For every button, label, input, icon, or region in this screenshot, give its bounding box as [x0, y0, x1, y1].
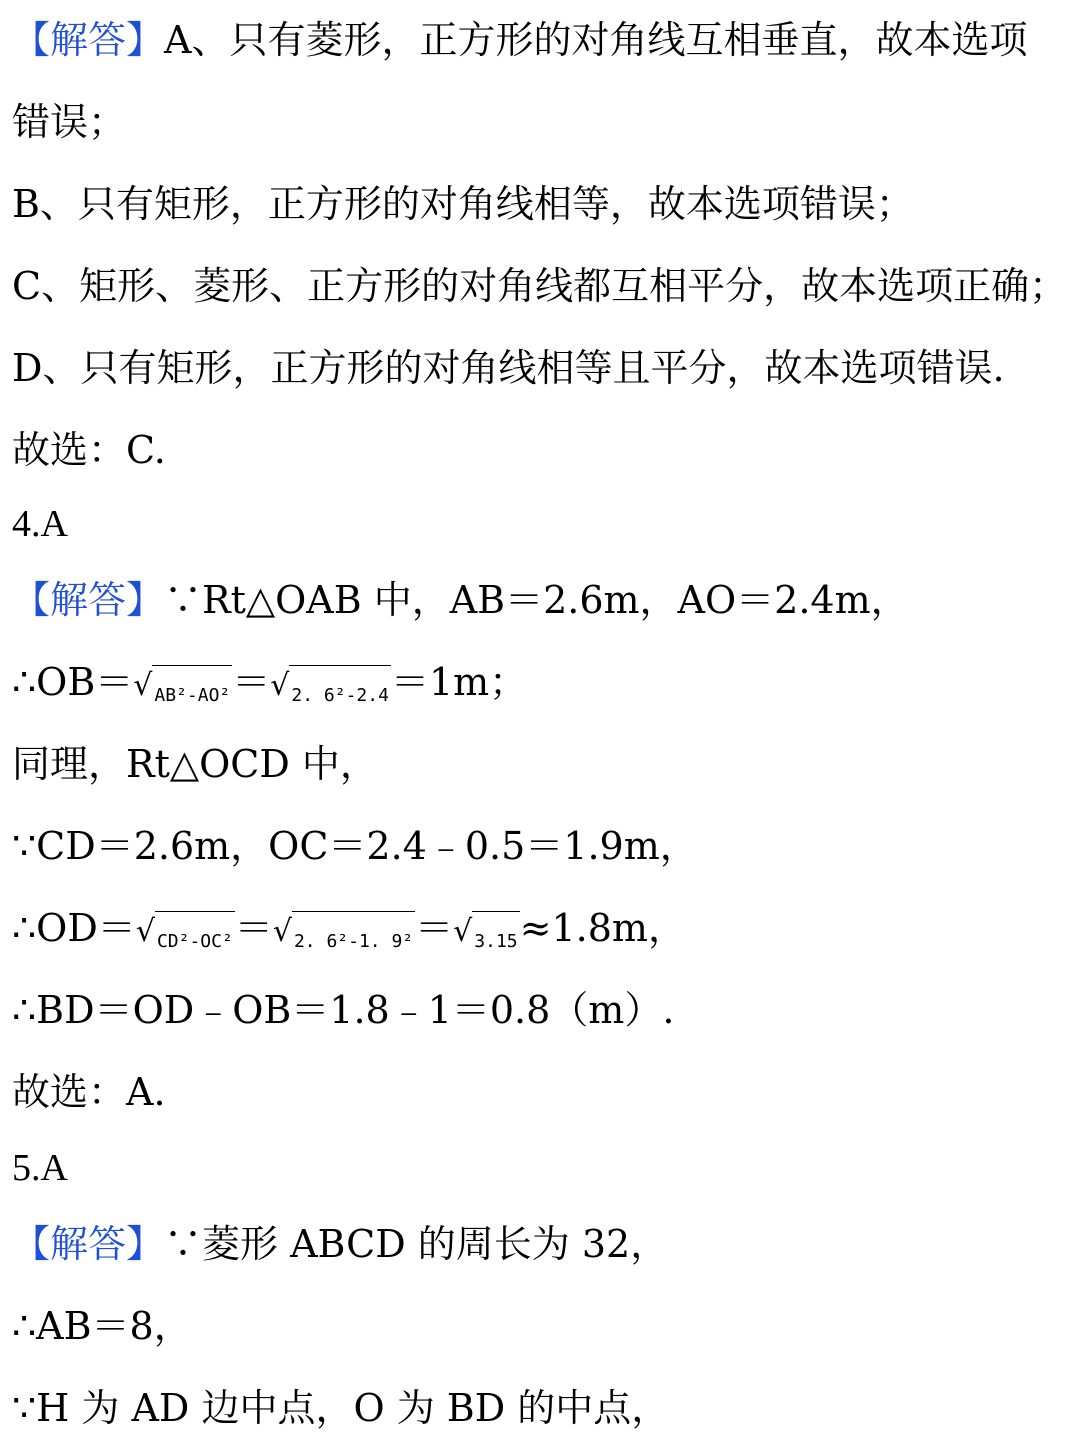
line-text: D、只有矩形，正方形的对角线相等且平分，故本选项错误. [12, 346, 1005, 390]
sqrt-expression [133, 652, 232, 720]
sqrt-sign: √ [135, 914, 155, 949]
sqrt-radicand: 3.15 [472, 911, 519, 972]
line-text: ∴AB＝8， [12, 1304, 192, 1348]
line-text: 同理，Rt△OCD 中， [12, 742, 378, 786]
sqrt-sign: √ [270, 668, 290, 703]
sqrt-radicand: 2. 6²-2.4 [289, 665, 391, 726]
sqrt-sign: √ [272, 914, 292, 949]
sqrt-expression [270, 652, 391, 720]
line-text: A、只有菱形，正方形的对角线互相垂直，故本选项 [164, 18, 1028, 62]
answer-tag: 【解答】 [12, 1222, 165, 1266]
answer-line-5b [12, 1296, 1072, 1356]
line-text: ∵CD＝2.6m，OC＝2.4﹣0.5＝1.9m， [12, 824, 698, 868]
line-text: ＝ [234, 906, 273, 950]
answer-line-5c [12, 1378, 1072, 1438]
line-text: 故选：C. [12, 428, 166, 472]
answer-line-4d [12, 816, 1072, 876]
line-text: B、只有矩形，正方形的对角线相等，故本选项错误； [12, 182, 914, 226]
choice-line-4 [12, 1062, 1072, 1122]
answer-line-4e [12, 898, 1072, 958]
sqrt-radicand: AB²-AO² [152, 665, 232, 726]
answer-line-3b [12, 174, 1072, 234]
sqrt-expression [273, 898, 415, 966]
line-text: ＝ [415, 906, 454, 950]
answer-tag: 【解答】 [12, 578, 165, 622]
line-text: ≈1.8m， [519, 906, 686, 950]
sqrt-sign: √ [453, 914, 473, 949]
line-text: ∵菱形 ABCD 的周长为 32， [164, 1222, 669, 1266]
answer-line-4c [12, 734, 1072, 794]
line-text: 5.A [12, 1147, 68, 1189]
line-text: ∵Rt△OAB 中，AB＝2.6m，AO＝2.4m， [164, 578, 909, 622]
line-text: ∵H 为 AD 边中点，O 为 BD 的中点， [12, 1386, 670, 1430]
line-text: C、矩形、菱形、正方形的对角线都互相平分，故本选项正确； [12, 264, 1068, 308]
line-text: ∴OB＝ [12, 660, 134, 704]
line-text: ＝ [232, 660, 271, 704]
sqrt-radicand: CD²-OC² [155, 911, 235, 972]
question-number-4 [12, 494, 1072, 554]
answer-line-3a [12, 10, 1072, 70]
question-number-5 [12, 1138, 1072, 1198]
line-text: ∴OD＝ [12, 906, 136, 950]
line-text: ∴BD＝OD﹣OB＝1.8﹣1＝0.8（m）. [12, 988, 675, 1032]
line-text: 故选：A. [12, 1070, 166, 1114]
answer-line-5a [12, 1214, 1072, 1274]
sqrt-sign: √ [133, 668, 153, 703]
answer-line-3d [12, 338, 1072, 398]
sqrt-expression [453, 898, 519, 966]
answer-line-3a-cont [12, 92, 1072, 152]
answer-line-4a [12, 570, 1072, 630]
answer-line-3c [12, 256, 1072, 316]
choice-line-3 [12, 420, 1072, 480]
sqrt-radicand: 2. 6²-1. 9² [292, 911, 415, 972]
line-text: 4.A [12, 503, 68, 545]
sqrt-expression [136, 898, 235, 966]
answer-line-4f [12, 980, 1072, 1040]
answer-line-4b [12, 652, 1072, 712]
answer-tag: 【解答】 [12, 18, 165, 62]
line-text: ＝1m； [390, 660, 528, 704]
line-text: 错误； [12, 100, 127, 144]
